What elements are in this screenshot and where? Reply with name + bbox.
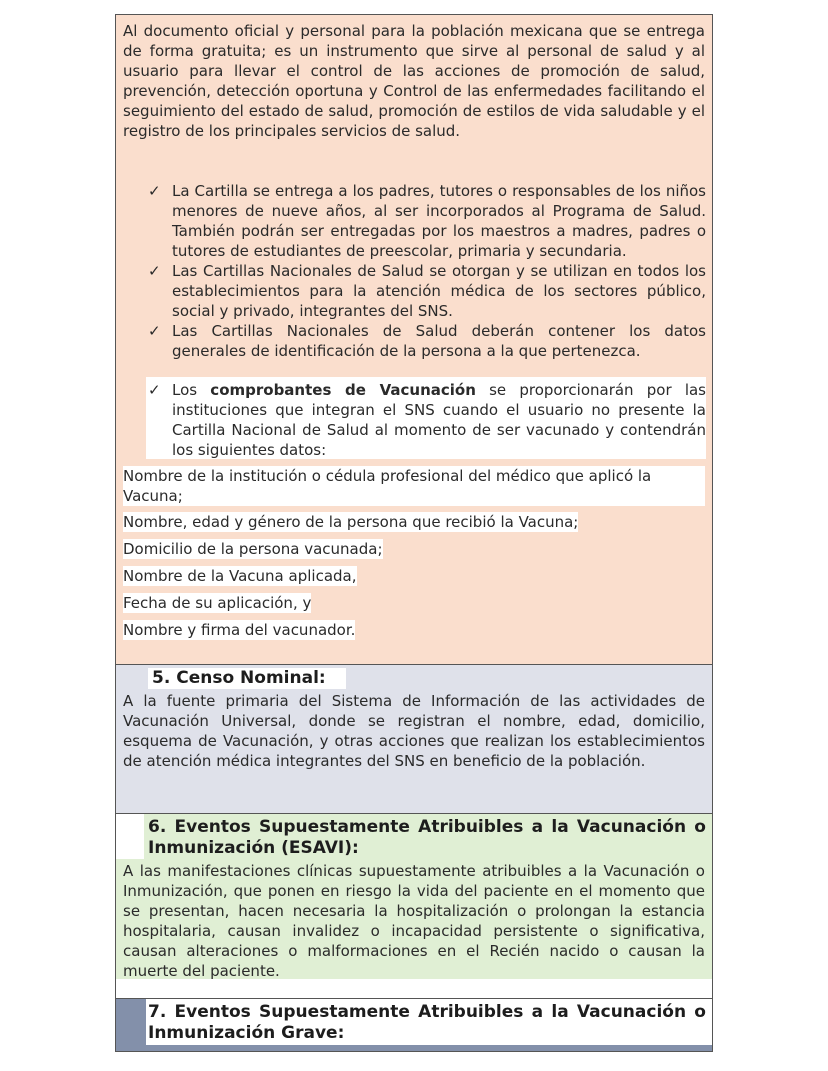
section-number: 5.: [152, 668, 171, 688]
section-title: Eventos Supuestamente Atribuibles a la Vacunación o Inmunización Grave:: [148, 1002, 706, 1043]
document-frame: [115, 14, 713, 1052]
checkmark-icon: ✓: [148, 322, 161, 340]
checklist-item-comprobantes: [146, 380, 706, 460]
section-heading: [148, 1002, 706, 1044]
cartilla-checklist: [146, 181, 706, 361]
data-item: Nombre de la Vacuna aplicada,: [123, 567, 357, 585]
comprobantes-bold: comprobantes de Vacunación: [210, 381, 476, 399]
data-item: Nombre, edad y género de la persona que recibió la Vacuna;: [123, 513, 579, 531]
data-item: Nombre de la institución o cédula profesional del médico que aplicó la Vacuna;: [123, 466, 705, 506]
section-number: 7.: [148, 1002, 167, 1022]
intro-paragraph: Al documento oficial y personal para la población mexicana que se entrega de forma gratuita; es un instrumento que sirve al personal de salud y al usuario para llevar el control de las acciones de promoción de salud, prevención, detección oportuna y Control de las enfermedades facilitando el seguimiento del estado de salud, promoción de estilos de vida saludable y el registro de los principales servicios de salud.: [123, 22, 705, 140]
checklist-item: [146, 181, 706, 261]
checklist-item-text: Las Cartillas Nacionales de Salud deberán contener los datos generales de identificación de la persona a la que pertenezca.: [172, 322, 706, 360]
checklist-item: [146, 261, 706, 321]
comprobantes-prefix: Los: [172, 381, 211, 399]
checkmark-icon: ✓: [148, 381, 161, 399]
comprobantes-checklist: [146, 380, 706, 460]
checkmark-icon: ✓: [148, 182, 161, 200]
section-esavi: [116, 813, 712, 999]
section-paragraph: A las manifestaciones clínicas supuestamente atribuibles a la Vacunación o Inmunización, que ponen en riesgo la vida del paciente en el momento que se presentan, hacen necesaria la hospitalización o prolongan la estancia hospitalaria, causan invalidez o incapacidad persistente o significativa, causan alteraciones o malformaciones en el Recién nacido o causan la muerte del paciente.: [123, 862, 705, 980]
section-censo-nominal: [116, 664, 712, 814]
section-esavi-grave: [116, 998, 712, 1052]
section-heading: [148, 817, 706, 859]
checkmark-icon: ✓: [148, 262, 161, 280]
section-paragraph: A la fuente primaria del Sistema de Información de las actividades de Vacunación Universal, donde se registran el nombre, edad, domicilio, esquema de Vacunación, y otras acciones que realizan los establecimientos de atención médica integrantes del SNS en beneficio de la población.: [123, 692, 705, 770]
section-heading: [148, 668, 346, 689]
section-number: 6.: [148, 817, 167, 837]
section-title: Eventos Supuestamente Atribuibles a la Vacunación o Inmunización (ESAVI):: [148, 817, 706, 858]
checklist-item: [146, 321, 706, 361]
data-item: Nombre y firma del vacunador.: [123, 621, 356, 639]
comprobantes-suffix: se proporcionarán por las instituciones que integran el SNS cuando el usuario no presente la Cartilla Nacional de Salud al momento de ser vacunado y contendrán los siguientes datos:: [172, 381, 706, 459]
data-item: Domicilio de la persona vacunada;: [123, 540, 383, 558]
checklist-item-text: La Cartilla se entrega a los padres, tutores o responsables de los niños menores de nueve años, al ser incorporados al Programa de Salud. También podrán ser entregadas por los maestros a madres, padres o tutores de estudiantes de preescolar, primaria y secundaria.: [172, 182, 706, 260]
navy-band-bottom: [116, 1045, 712, 1052]
data-item: Fecha de su aplicación, y: [123, 594, 312, 612]
section-title: Censo Nominal:: [176, 668, 326, 688]
checklist-item-text: Las Cartillas Nacionales de Salud se otorgan y se utilizan en todos los establecimientos para la atención médica de los sectores público, social y privado, integrantes del SNS.: [172, 262, 706, 320]
section-cartilla: [116, 15, 712, 664]
